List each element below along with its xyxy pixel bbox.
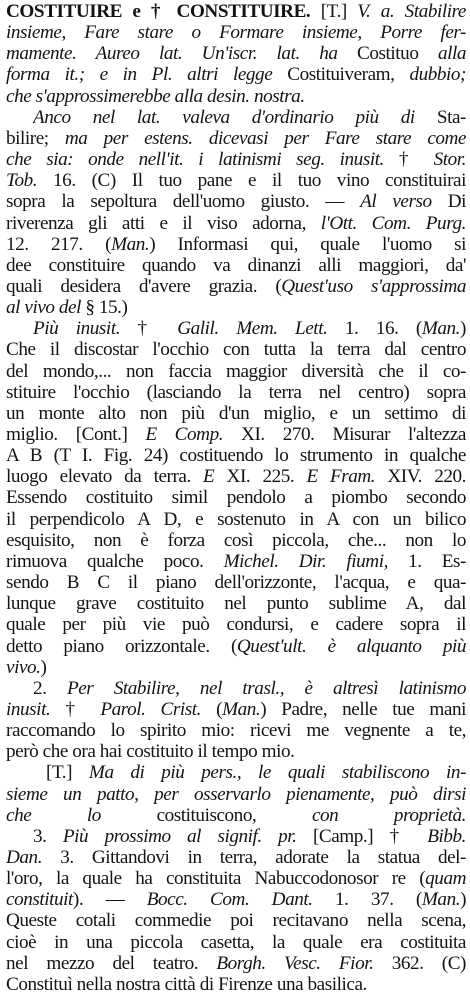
roman-text: [Camp.] † xyxy=(312,825,428,847)
italic-text: Quest'uso s'approssima xyxy=(281,275,466,297)
roman-text: sopra la sepoltura dell'uomo giusto. — xyxy=(6,191,361,213)
roman-text: però che ora hai costituito il tempo mio. xyxy=(6,741,295,763)
italic-text: Man. xyxy=(421,318,461,340)
italic-text: dubbio; xyxy=(409,64,466,86)
roman-text: † xyxy=(65,698,101,720)
italic-text: insieme, Fare stare o Formare insieme, Porre fer- xyxy=(6,22,466,44)
headword: COSTITUIRE e † CONSTITUIRE. xyxy=(6,1,311,22)
italic-text: Tob. xyxy=(6,170,54,192)
roman-text: quale per più vie può condursi, e cadere sopra il xyxy=(6,614,466,636)
roman-text: 362. (C) xyxy=(391,952,466,974)
roman-text: rimuova qualche poco. xyxy=(6,550,224,572)
italic-text: sieme un patto, per osservarlo pienamente, può dirsi xyxy=(6,783,466,805)
italic-text: che lo xyxy=(6,804,157,826)
italic-text: ma per estens. dicevasi per Fare stare come xyxy=(64,127,466,149)
italic-text: quam xyxy=(425,868,466,890)
italic-text: Galil. Mem. Lett. xyxy=(177,318,345,340)
italic-text: Più prossimo al signif. pr. xyxy=(62,825,313,847)
roman-text: 1. 16. ( xyxy=(344,318,422,340)
roman-text: miglio. [Cont.] xyxy=(6,424,146,445)
italic-text: Borgh. Vesc. Fior. xyxy=(216,952,392,974)
roman-text: del mondo,... non faccia maggior diversità che il co- xyxy=(6,360,466,382)
roman-text: Essendo costituito simil pendolo a piombo secondo xyxy=(6,487,466,509)
italic-text: che sia: onde nell'it. i latinismi seg. inusit. xyxy=(6,149,399,171)
italic-text: con proprietà. xyxy=(311,804,466,826)
roman-text: costituiscono, xyxy=(156,804,312,826)
roman-text: Costituiveram, xyxy=(287,64,410,86)
italic-text: Dan. xyxy=(6,847,61,868)
italic-text: Per Stabilire, nel trasl., è altresì latinismo xyxy=(66,677,466,699)
italic-text: Anco nel lat. valeva d'ordinario più di xyxy=(33,106,437,128)
italic-text: alla xyxy=(437,43,466,65)
roman-text: lunque grave costituito nel punto sublime A, dal xyxy=(6,593,466,615)
roman-text: quali desidera d'avere grazia. ( xyxy=(6,275,282,297)
roman-text: 1. Es- xyxy=(408,550,466,572)
roman-text: [T.] xyxy=(46,762,89,784)
italic-text: E xyxy=(203,466,227,488)
roman-text: stituire l'occhio (lasciando la terra nel centro) sopra xyxy=(6,381,466,403)
italic-text: al vivo del xyxy=(6,297,86,319)
roman-text: XIV. 220. xyxy=(387,466,466,488)
italic-text: l'Ott. Com. Purg. xyxy=(320,212,466,234)
italic-text: E Fram. xyxy=(306,466,388,488)
roman-text: Costituo xyxy=(357,43,438,65)
roman-text: riverenza gli atti e il viso adorna, xyxy=(6,212,321,234)
entry-line xyxy=(6,973,466,997)
italic-text: Quest'ult. è alquanto più xyxy=(236,635,466,657)
italic-text: Più inusit. xyxy=(33,318,138,340)
italic-text: Man. xyxy=(222,698,261,720)
roman-text: † xyxy=(137,318,178,340)
roman-text: Queste cotali commedie poi recitavano nella scena, xyxy=(6,910,466,932)
roman-text: l'oro, la quale ha constituita Nabuccodonosor re ( xyxy=(6,868,426,890)
italic-text: Al verso xyxy=(360,191,448,213)
italic-text: Michel. Dir. fiumi, xyxy=(223,550,409,572)
italic-text: constituit xyxy=(6,889,73,911)
roman-text: raccomando lo spirito mio: ricevi me vegnente a te, xyxy=(6,720,466,742)
roman-text: † xyxy=(398,149,434,171)
roman-text: bilire; xyxy=(6,127,65,149)
roman-text: esquisito, non è forza così piccola, che... non lo xyxy=(6,529,466,551)
roman-text: luogo elevato da terra. xyxy=(6,466,204,488)
italic-text: vivo. xyxy=(6,656,41,678)
roman-text: 16. (C) Il tuo pane e il tuo vino constituirai xyxy=(53,170,466,192)
italic-text: V. a. Stabilire xyxy=(357,1,466,22)
italic-text: Man. xyxy=(111,233,150,255)
roman-text: un monte alto non più d'un miglio, e un settimo di xyxy=(6,402,466,424)
italic-text: Bocc. Com. Dant. xyxy=(146,889,336,911)
roman-text: ) xyxy=(40,656,47,678)
roman-text: 3. Gittandovi in terra, adorate la statua del- xyxy=(60,847,466,868)
roman-text: ) Padre, nelle tue mani xyxy=(260,698,466,720)
italic-text: inusit. xyxy=(6,698,66,720)
italic-text: mamente. Aureo lat. Un'iscr. lat. ha xyxy=(6,43,358,65)
italic-text: Bibb. xyxy=(427,825,466,847)
roman-text: 3. xyxy=(33,825,63,847)
roman-text: A B (T I. Fig. 24) costituendo lo strumento in qualche xyxy=(6,445,466,467)
roman-text: XI. 270. Misurar l'altezza xyxy=(241,424,466,445)
italic-text: Ma di più pers., le quali stabiliscono in- xyxy=(88,762,466,784)
roman-text: nel mezzo del teatro. xyxy=(6,952,217,974)
roman-text: § 15.) xyxy=(85,297,128,319)
roman-text: 1. 37. ( xyxy=(335,889,422,911)
italic-text: forma it.; e in Pl. altri legge xyxy=(6,64,288,86)
roman-text: Constituì nella nostra città di Firenze una basilica. xyxy=(6,973,367,995)
roman-text: 12. 217. ( xyxy=(6,233,112,255)
roman-text: ( xyxy=(216,698,223,720)
italic-text: E Comp. xyxy=(145,424,242,445)
roman-text: ). — xyxy=(72,889,147,911)
roman-text: ) Informasi qui, quale l'uomo si xyxy=(149,233,466,255)
roman-text: cioè in una piccola casetta, la quale era costituita xyxy=(6,931,466,953)
roman-text: ) xyxy=(460,889,466,911)
roman-text: XI. 225. xyxy=(226,466,307,488)
italic-text: Man. xyxy=(421,889,461,911)
italic-text: Stor. xyxy=(433,149,466,171)
roman-text: dee constituire quando va dinanzi alli maggiori, da' xyxy=(6,254,466,276)
roman-text: 2. xyxy=(33,677,67,699)
roman-text: Sta- xyxy=(436,106,466,128)
roman-text: Che il discostar l'occhio con tutta la terra dal centro xyxy=(6,339,466,361)
roman-text: il perpendicolo A D, e sostenuto in A con un bilico xyxy=(6,508,466,530)
roman-text: sendo B C il piano dell'orizzonte, l'acqua, e qua- xyxy=(6,572,466,594)
italic-text: che s'approssimerebbe alla desin. nostra. xyxy=(6,85,305,107)
roman-text: detto piano orizzontale. ( xyxy=(6,635,237,657)
roman-text: [T.] xyxy=(310,1,358,22)
roman-text: ) xyxy=(460,318,466,340)
roman-text: Di xyxy=(447,191,466,213)
italic-text: Parol. Crist. xyxy=(100,698,217,720)
